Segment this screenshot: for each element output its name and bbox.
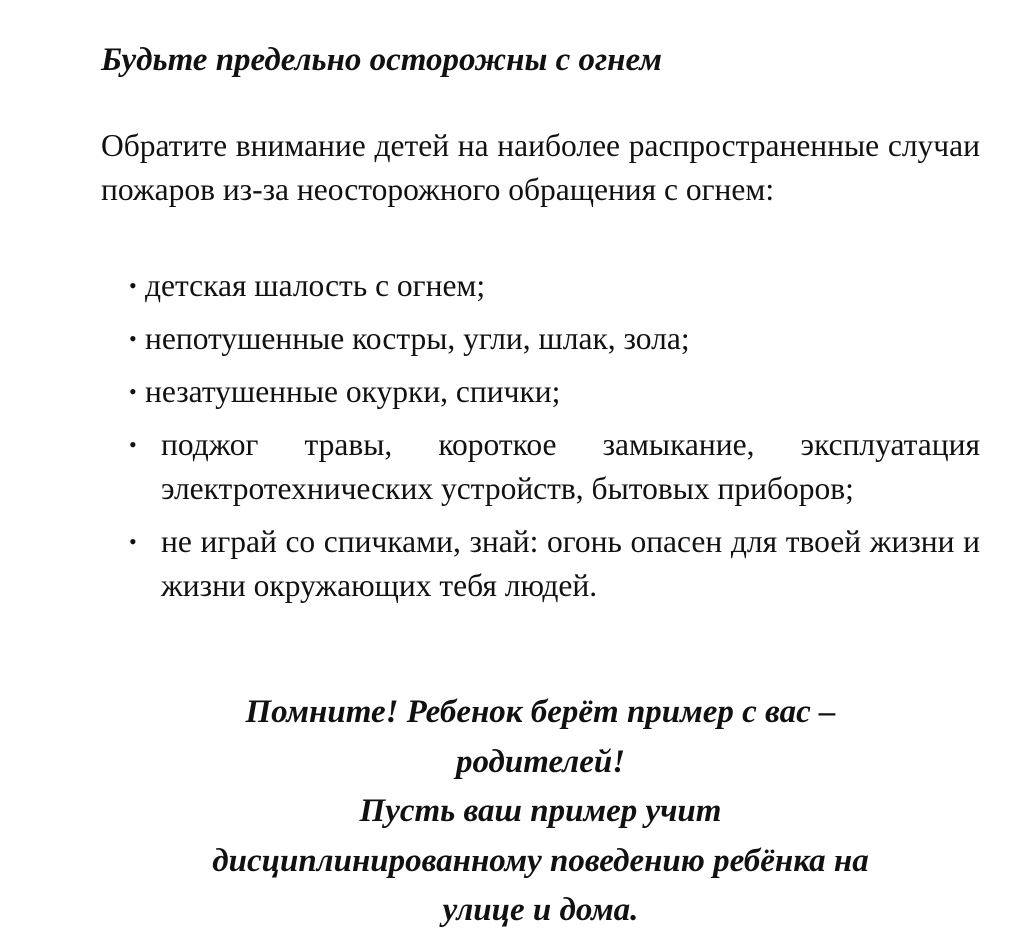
list-item xyxy=(101,370,980,414)
closing-line: Помните! Ребенок берёт пример с вас – xyxy=(245,694,836,730)
list-item xyxy=(101,317,980,361)
closing-message xyxy=(101,688,980,936)
list-item-text: не играй со спичками, знай: огонь опасен для твоей жизни и жизни окружающих тебя людей. xyxy=(161,524,980,603)
list-item xyxy=(101,423,980,511)
bullet-icon: • xyxy=(129,326,137,351)
bullet-icon: • xyxy=(129,379,137,404)
document-title: Будьте предельно осторожны с огнем xyxy=(101,42,662,78)
intro-paragraph: Обратите внимание детей на наиболее распространенные случаи пожаров из-за неосторожного обращения с огнем: xyxy=(101,128,980,207)
fire-causes-list xyxy=(101,264,980,617)
closing-line: Пусть ваш пример учит xyxy=(359,793,722,829)
list-item-text: непотушенные костры, угли, шлак, зола; xyxy=(145,321,690,356)
list-item-text: поджог травы, короткое замыкание, эксплуатация электротехнических устройств, бытовых приборов; xyxy=(161,427,980,506)
closing-line: родителей! xyxy=(455,743,626,780)
bullet-icon: • xyxy=(129,432,137,457)
bullet-icon: • xyxy=(129,529,137,554)
bullet-icon: • xyxy=(129,273,137,298)
list-item-text: незатушенные окурки, спички; xyxy=(145,374,561,409)
closing-line: дисциплинированному поведению ребёнка на xyxy=(212,842,869,879)
list-item xyxy=(101,520,980,608)
closing-line: улице и дома. xyxy=(442,892,639,928)
list-item xyxy=(101,264,980,308)
list-item-text: детская шалость с огнем; xyxy=(145,268,486,303)
